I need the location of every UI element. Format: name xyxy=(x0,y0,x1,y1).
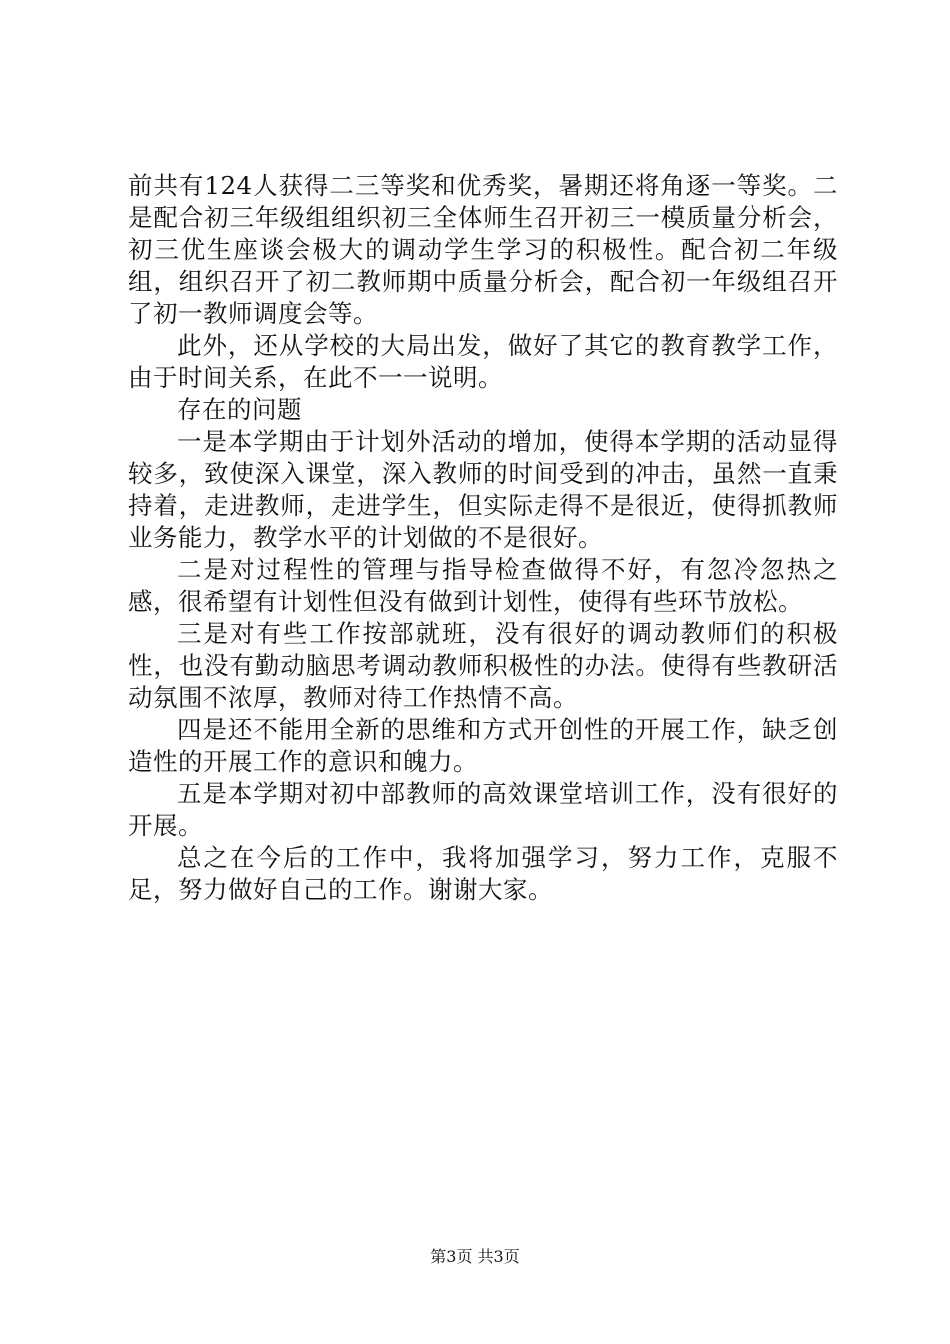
paragraph-9: 总之在今后的工作中，我将加强学习，努力工作，克服不足，努力做好自己的工作。谢谢大家。 xyxy=(128,843,838,904)
page-footer: 第3页 共3页 xyxy=(430,1247,520,1266)
paragraph-8: 五是本学期对初中部教师的高效课堂培训工作，没有很好的开展。 xyxy=(128,779,838,840)
paragraph-6: 三是对有些工作按部就班，没有很好的调动教师们的积极性，也没有勤动脑思考调动教师积极性的办法。使得有些教研活动氛围不浓厚，教师对待工作热情不高。 xyxy=(128,619,838,712)
paragraph-5: 二是对过程性的管理与指导检查做得不好，有忽冷忽热之感，很希望有计划性但没有做到计划性，使得有些环节放松。 xyxy=(128,555,838,616)
document-body xyxy=(128,170,838,906)
section-heading-problems: 存在的问题 xyxy=(177,395,302,424)
paragraph-2: 此外，还从学校的大局出发，做好了其它的教育教学工作，由于时间关系，在此不一一说明。 xyxy=(128,331,838,392)
paragraph-1: 前共有124人获得二三等奖和优秀奖，暑期还将角逐一等奖。二是配合初三年级组组织初三全体师生召开初三一模质量分析会，初三优生座谈会极大的调动学生学习的积极性。配合初二年级组，组织召开了初二教师期中质量分析会，配合初一年级组召开了初一教师调度会等。 xyxy=(128,171,838,328)
paragraph-4: 一是本学期由于计划外活动的增加，使得本学期的活动显得较多，致使深入课堂，深入教师的时间受到的冲击，虽然一直秉持着，走进教师，走进学生，但实际走得不是很近，使得抓教师业务能力，教学水平的计划做的不是很好。 xyxy=(128,427,838,552)
paragraph-7: 四是还不能用全新的思维和方式开创性的开展工作，缺乏创造性的开展工作的意识和魄力。 xyxy=(128,715,838,776)
